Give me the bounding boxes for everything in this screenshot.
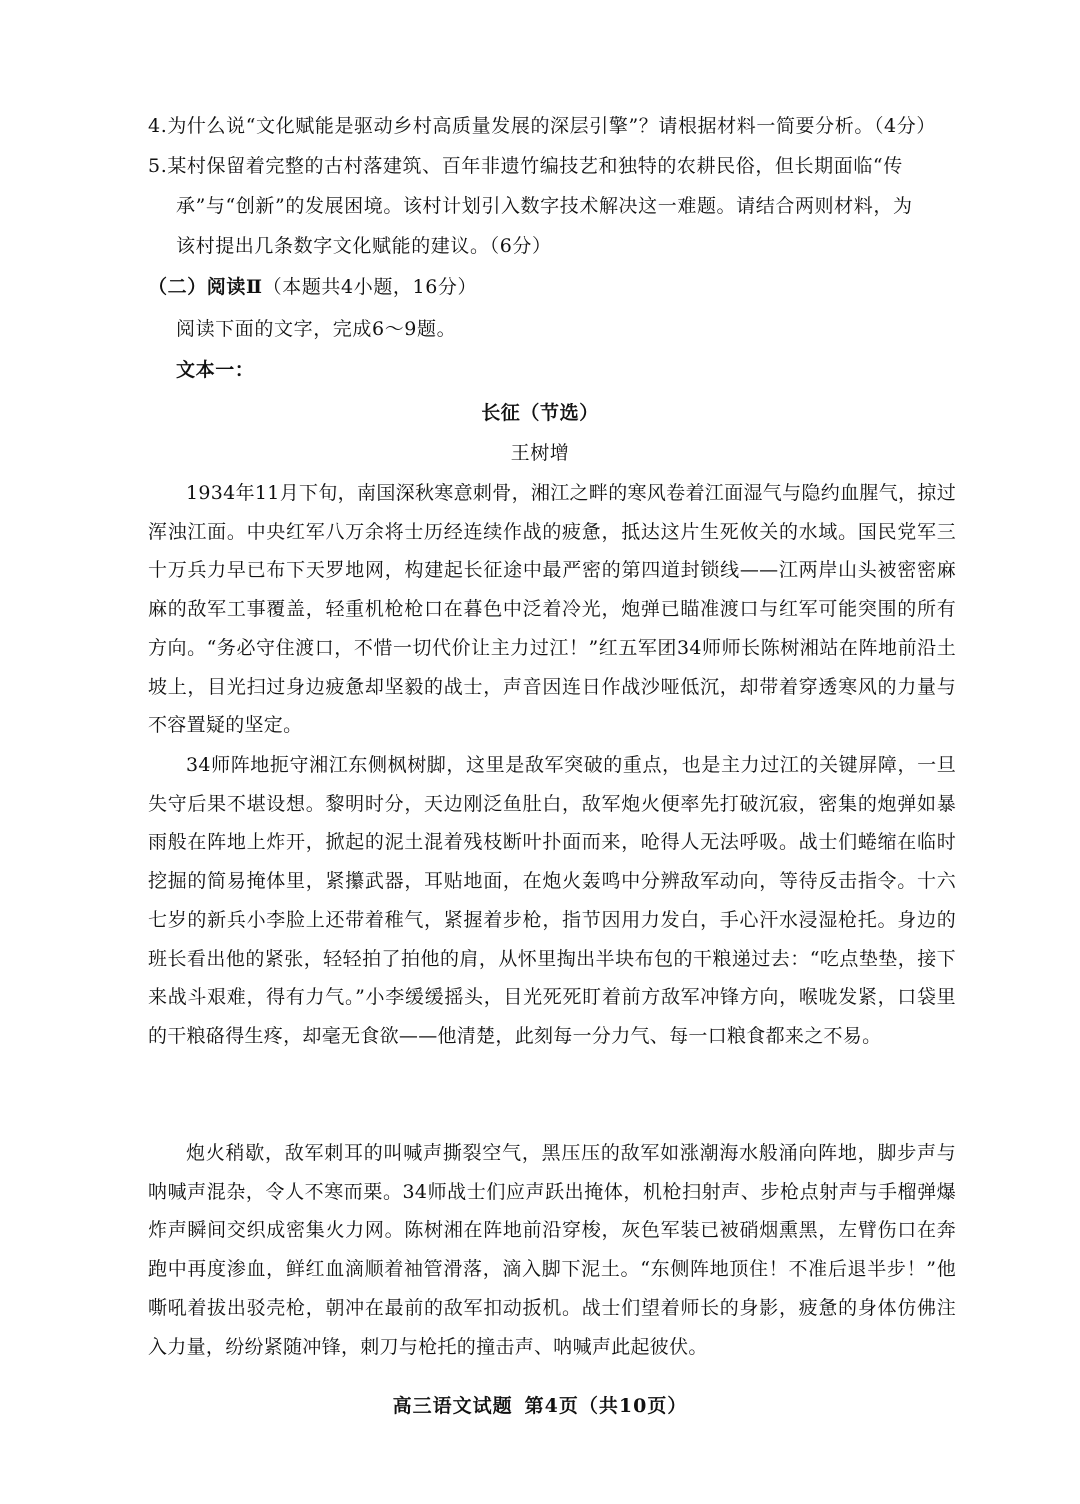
section-heading-info: （本题共4小题，16分） (262, 276, 478, 298)
article-paragraph-1: 1934年11月下旬，南国深秋寒意刺骨，湘江之畔的寒风卷着江面湿气与隐约血腥气，掠过浑浊江面。中央红军八万余将士历经连续作战的疲惫，抵达这片生死攸关的水域。国民党军三十万兵力早已布下天罗地网，构建起长征途中最严密的第四道封锁线——江两岸山头被密密麻麻的敌军工事覆盖，轻重机枪枪口在暮色中泛着冷光，炮弹已瞄准渡口与红军可能突围的所有方向。“务必守住渡口，不惜一切代价让主力过江！”红五军团34师师长陈树湘站在阵地前沿土坡上，目光扫过身边疲惫却坚毅的战士，声音因连日作战沙哑低沉，却带着穿透寒风的力量与不容置疑的坚定。 (148, 482, 956, 737)
article-paragraph-3: 炮火稍歇，敌军刺耳的叫喊声撕裂空气，黑压压的敌军如涨潮海水般涌向阵地，脚步声与呐喊声混杂，令人不寒而栗。34师战士们应声跃出掩体，机枪扫射声、步枪点射声与手榴弹爆炸声瞬间交织成密集火力网。陈树湘在阵地前沿穿梭，灰色军装已被硝烟熏黑，左臂伤口在奔跑中再度渗血，鲜红血滴顺着袖管滑落，滴入脚下泥土。“东侧阵地顶住！不准后退半步！”他嘶吼着拔出驳壳枪，朝冲在最前的敌军扣动扳机。战士们望着师长的身影，疲惫的身体仿佛注入力量，纷纷紧随冲锋，刺刀与枪托的撞击声、呐喊声此起彼伏。 (148, 1142, 956, 1358)
text-label: 文本一： (176, 359, 255, 381)
question-5-line-1: 5.某村保留着完整的古村落建筑、百年非遗竹编技艺和独特的农耕民俗，但长期面临“传 (148, 155, 903, 177)
article-paragraph-2: 34师阵地扼守湘江东侧枫树脚，这里是敌军突破的重点，也是主力过江的关键屏障，一旦失守后果不堪设想。黎明时分，天边刚泛鱼肚白，敌军炮火便率先打破沉寂，密集的炮弹如暴雨般在阵地上炸开，掀起的泥土混着残枝断叶扑面而来，呛得人无法呼吸。战士们蜷缩在临时挖掘的简易掩体里，紧攥武器，耳贴地面，在炮火轰鸣中分辨敌军动向，等待反击指令。十六七岁的新兵小李脸上还带着稚气，紧握着步枪，指节因用力发白，手心汗水浸湿枪托。身边的班长看出他的紧张，轻轻拍了拍他的肩，从怀里掏出半块布包的干粮递过去：“吃点垫垫，接下来战斗艰难，得有力气。”小李缓缓摇头，目光死死盯着前方敌军冲锋方向，喉咙发紧，口袋里的干粮硌得生疼，却毫无食欲——他清楚，此刻每一分力气、每一口粮食都来之不易。 (148, 754, 956, 1047)
section-heading (148, 274, 477, 300)
question-4: 4.为什么说“文化赋能是驱动乡村高质量发展的深层引擎”？请根据材料一简要分析。（4分） (148, 115, 936, 137)
reading-instruction: 阅读下面的文字，完成6～9题。 (176, 318, 457, 340)
footer-page-number: 第4页（共10页） (524, 1395, 688, 1417)
page-footer (0, 1393, 1080, 1419)
article-author: 王树增 (510, 442, 570, 464)
question-5-line-2: 承”与“创新”的发展困境。该村计划引入数字技术解决这一难题。请结合两则材料，为 (176, 195, 913, 217)
section-heading-title: （二）阅读Ⅱ (148, 276, 263, 298)
article-title: 长征（节选） (481, 402, 599, 424)
footer-subject: 高三语文试题 (392, 1395, 513, 1417)
question-5-line-3: 该村提出几条数字文化赋能的建议。（6分） (176, 235, 552, 257)
